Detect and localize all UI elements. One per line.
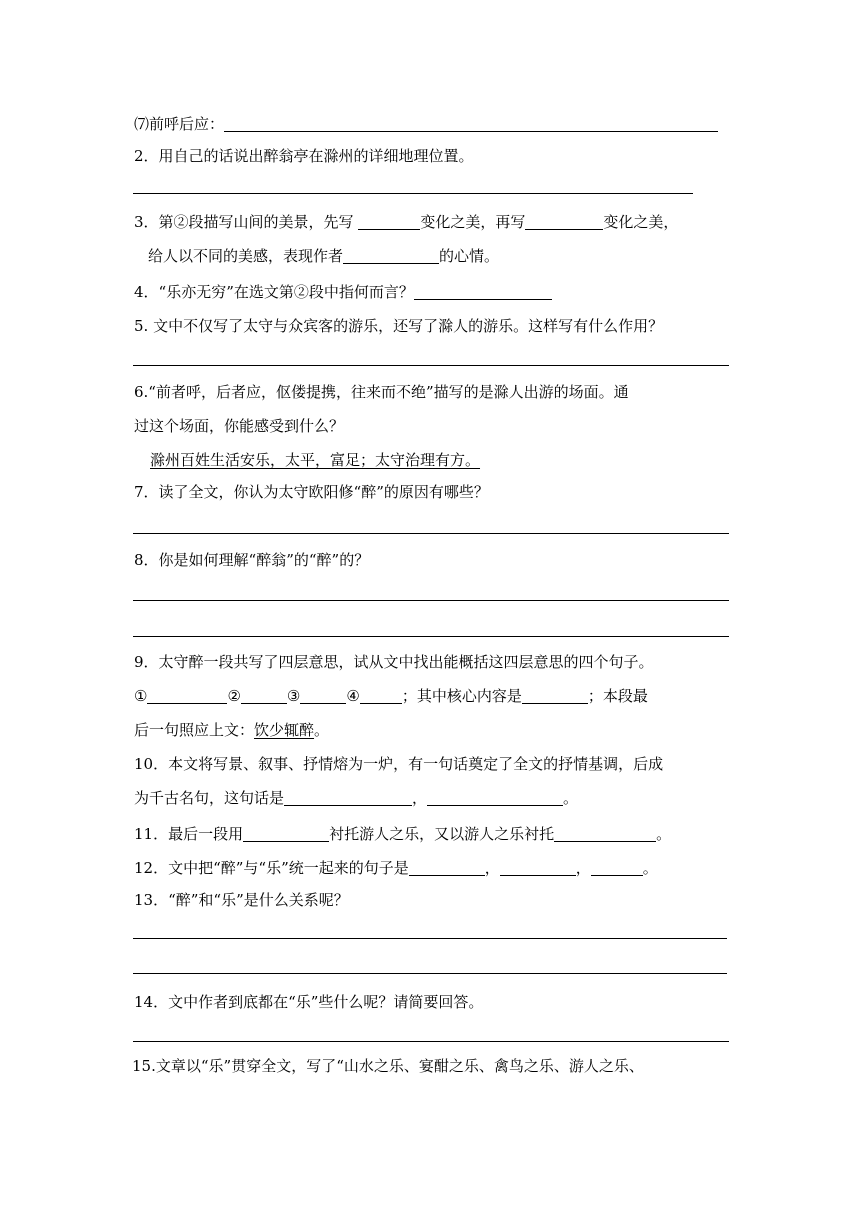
- answer-line-q7[interactable]: [133, 533, 729, 534]
- q11-period: 。: [656, 825, 672, 843]
- question-9-line1: 9．太守醉一段共写了四层意思，试从文中找出能概括这四层意思的四个句子。: [134, 653, 654, 671]
- question-9-line3: [134, 720, 329, 740]
- question-11: [134, 824, 671, 844]
- q9-answer-underlined: 饮少辄醉: [254, 721, 315, 739]
- answer-blank[interactable]: [300, 687, 346, 704]
- answer-line-q5[interactable]: [133, 365, 729, 366]
- q3-text-a: 3．第②段描写山间的美景，先写: [134, 213, 359, 231]
- q9-mid-text: ；其中核心内容是: [401, 687, 522, 705]
- answer-blank[interactable]: [414, 283, 552, 300]
- q10-text: 为千古名句，这句话是: [134, 789, 285, 807]
- question-8: 8．你是如何理解“醉翁”的“醉”的？: [134, 551, 370, 569]
- answer-blank[interactable]: [500, 859, 576, 876]
- question-4: [134, 282, 552, 302]
- answer-blank[interactable]: [554, 825, 656, 842]
- question-7: 7．读了全文，你认为太守欧阳修“醉”的原因有哪些？: [134, 483, 489, 501]
- item-7-qianhuhouying: [134, 114, 718, 134]
- answer-blank[interactable]: [591, 859, 643, 876]
- q11-text-a: 11．最后一段用: [134, 825, 244, 843]
- answer-line-q14[interactable]: [133, 1041, 729, 1042]
- question-5: 5. 文中不仅写了太守与众宾客的游乐，还写了滁人的游乐。这样写有什么作用？: [134, 317, 664, 335]
- answer-blank[interactable]: [360, 687, 402, 704]
- answer-blank[interactable]: [147, 687, 227, 704]
- q12-comma-1: ，: [484, 859, 500, 877]
- answer-line-q13-1[interactable]: [133, 938, 727, 939]
- answer-blank[interactable]: [224, 115, 718, 132]
- q11-text-b: 衬托游人之乐，又以游人之乐衬托: [329, 825, 555, 843]
- q12-text: 12．文中把“醉”与“乐”统一起来的句子是: [134, 859, 409, 877]
- question-14: 14．文中作者到底都在“乐”些什么呢？请简要回答。: [134, 993, 484, 1011]
- answer-blank[interactable]: [522, 687, 588, 704]
- question-15: 15.文章以“乐”贯穿全文，写了“山水之乐、宴酣之乐、禽鸟之乐、游人之乐、: [132, 1057, 644, 1075]
- question-2: 2．用自己的话说出醉翁亭在滁州的详细地理位置。: [134, 147, 474, 165]
- circle-3: ③: [286, 687, 301, 705]
- question-6-line1: 6.“前者呼，后者应，伛偻提携，往来而不绝”描写的是滁人出游的场面。通: [134, 383, 629, 401]
- answer-blank[interactable]: [409, 859, 485, 876]
- question-10-line1: 10．本文将写景、叙事、抒情熔为一炉，有一句话奠定了全文的抒情基调，后成: [134, 755, 664, 773]
- answer-blank[interactable]: [284, 789, 412, 806]
- q10-comma: ，: [412, 789, 428, 807]
- q3-text-d: 给人以不同的美感，表现作者: [148, 247, 344, 265]
- answer-line-q2[interactable]: [133, 193, 693, 194]
- q12-comma-2: ，: [575, 859, 591, 877]
- question-13: 13．“醉”和“乐”是什么关系呢？: [134, 891, 349, 909]
- question-6-line2: 过这个场面，你能感受到什么？: [134, 417, 345, 435]
- answer-blank[interactable]: [343, 247, 439, 264]
- answer-blank[interactable]: [525, 213, 603, 230]
- question-9-line2: [134, 686, 648, 706]
- question-12: [134, 858, 658, 878]
- answer-line-q8-2[interactable]: [133, 636, 729, 637]
- question-10-line2: [134, 788, 578, 808]
- q12-period: 。: [642, 859, 658, 877]
- question-3-line2: [148, 246, 499, 266]
- question-3-line1: [134, 212, 678, 232]
- question-6-answer: 滁州百姓生活安乐，太平，富足；太守治理有方。: [150, 451, 481, 469]
- item-7-label: ⑺前呼后应：: [134, 115, 225, 133]
- answer-blank[interactable]: [358, 213, 420, 230]
- circle-2: ②: [227, 687, 241, 705]
- q9-tail-text: ；本段最: [587, 687, 648, 705]
- circle-4: ④: [346, 687, 360, 705]
- answer-line-q13-2[interactable]: [133, 973, 727, 974]
- answer-blank[interactable]: [427, 789, 563, 806]
- q10-period: 。: [563, 789, 579, 807]
- q3-text-c: 变化之美，: [603, 213, 679, 231]
- answer-blank[interactable]: [241, 687, 287, 704]
- answer-blank[interactable]: [243, 825, 329, 842]
- q4-text: 4．“乐亦无穷”在选文第②段中指何而言？: [134, 283, 414, 301]
- circle-1: ①: [134, 687, 148, 705]
- q3-text-b: 变化之美，再写: [420, 213, 526, 231]
- q3-text-e: 的心情。: [439, 247, 500, 265]
- answer-line-q8-1[interactable]: [133, 600, 729, 601]
- q9-line3-text: 后一句照应上文：: [134, 721, 255, 739]
- q9-line3-end: 。: [314, 721, 330, 739]
